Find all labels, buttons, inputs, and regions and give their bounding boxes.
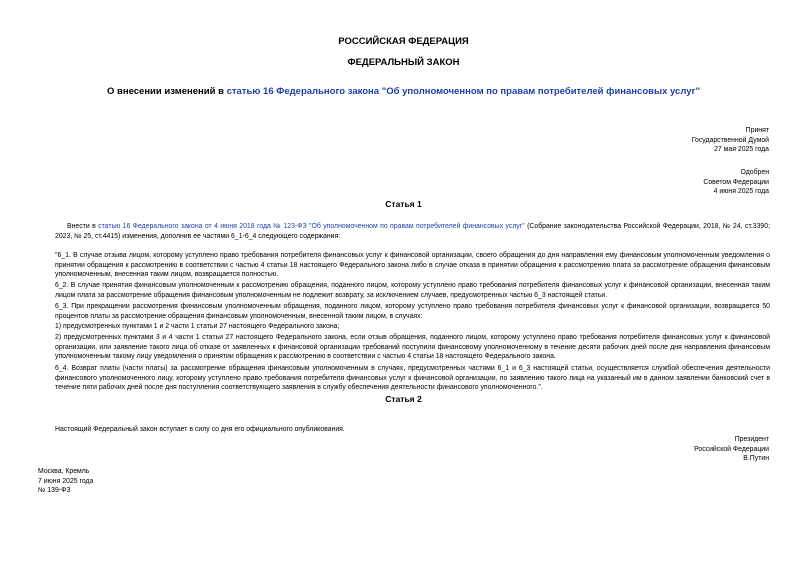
footer-number: № 139-ФЗ [38,487,71,495]
signature-line: Президент [734,436,769,443]
footer-block [38,467,238,496]
intro-link[interactable]: статью 16 Федерального закона от 4 июня 2018 года № 123-ФЗ "Об уполномоченном по правам потребителей финансовых услуг" [98,223,525,230]
article-1-intro [55,222,770,241]
approval-line: Одобрен [740,169,769,176]
part-6-3-item-2: 2) предусмотренных пунктами 3 и 4 части 1 статьи 27 настоящего Федерального закона, если отзыв обращения, поданного лицом, которому уступлено право требования потребителя финансовых услуг к финансовой организации, или заявление такого лица об отказе от заявленных к финансовой организации требований поступили финансовому уполномоченному в течение десяти рабочих дней после дня направления финансовым уполномоченным такому лицу уведомления о принятии обращения к рассмотрению в соответствии с частью 4 статьи 18 настоящего Федерального закона. [55,334,770,361]
law-title-link[interactable]: статью 16 Федерального закона "Об уполномоченном по правам потребителей финансовых услуг" [226,86,700,97]
adoption-line: Государственной Думой [691,136,769,144]
part-6-2: 6_2. В случае принятия финансовым уполномоченным к рассмотрению обращения, поданного лицом, которому уступлено право требования потребителя финансовых услуг к финансовой организации, внесенная таким лицом плата за рассмотрение обращения финансовым уполномоченным не подлежит возврату, за исключением случаев, предусмотренных частью 6_3 настоящей статьи. [55,282,770,299]
part-6-3: 6_3. При прекращении рассмотрения финансовым уполномоченным обращения, поданного лицом, которому уступлено право требования потребителя финансовых услуг к финансовой организации, возвращается 50 процентов платы за рассмотрение обращения финансовым уполномоченным, внесенной таким лицом, в случаях: [55,303,770,320]
signature-block [569,435,769,464]
adoption-line: Принят [745,127,769,134]
part-6-4: 6_4. Возврат платы (части платы) за рассмотрение обращения финансовым уполномоченным в случаях, предусмотренных частями 6_1 и 6_3 настоящей статьи, осуществляется службой обеспечения деятельности финансового уполномоченного лицу, которому уступлено право требования потребителя финансовых услуг к финансовой организации, по заявлению такого лица на указанный им в данном заявлении банковский счет в течение пяти рабочих дней после дня поступления соответствующего заявления в службу обеспечения деятельности финансового уполномоченного.". [55,365,770,392]
signature-name: В.Путин [743,455,769,463]
signature-line: Российской Федерации [694,445,769,453]
article-2-heading: Статья 2 [385,394,422,404]
adoption-line: 27 мая 2025 года [714,146,769,154]
footer-date: 7 июня 2025 года [38,477,94,485]
intro-suffix: (Собрание законодательства Российской Федерации, 2018, № 24, ст.3390; 2023, № 25, ст.4415) изменения, дополнив ее частями 6_1-6_4 следующего содержания: [55,223,770,240]
approval-line: Советом Федерации [703,178,769,186]
law-title-prefix: О внесении изменений в [106,86,227,97]
approval-line: 4 июня 2025 года [713,188,769,196]
approval-block [569,168,769,197]
article-1-heading: Статья 1 [385,199,422,209]
doc-type-heading: ФЕДЕРАЛЬНЫЙ ЗАКОН [347,57,460,68]
part-6-3-item-1: 1) предусмотренных пунктами 1 и 2 части 1 статьи 27 настоящего Федерального закона; [55,323,340,330]
country-heading: РОССИЙСКАЯ ФЕДЕРАЦИЯ [338,36,469,47]
law-title [0,85,807,98]
part-6-1: "6_1. В случае отзыва лицом, которому уступлено право требования потребителя финансовых услуг к финансовой организации, своего обращения до дня направления ему финансовым уполномоченным уведомления о принятии обращения к рассмотрению в соответствии с частью 4 статьи 18 настоящего Федерального закона либо в случае отказа в принятии обращения к рассмотрению плата за рассмотрение обращения финансовым уполномоченным, внесенная таким лицом, возвращается полностью. [55,252,770,279]
adoption-block [569,126,769,155]
article-2-text: Настоящий Федеральный закон вступает в силу со дня его официального опубликования. [55,426,345,433]
intro-prefix: Внести в [67,223,99,230]
footer-place: Москва, Кремль [38,468,90,475]
